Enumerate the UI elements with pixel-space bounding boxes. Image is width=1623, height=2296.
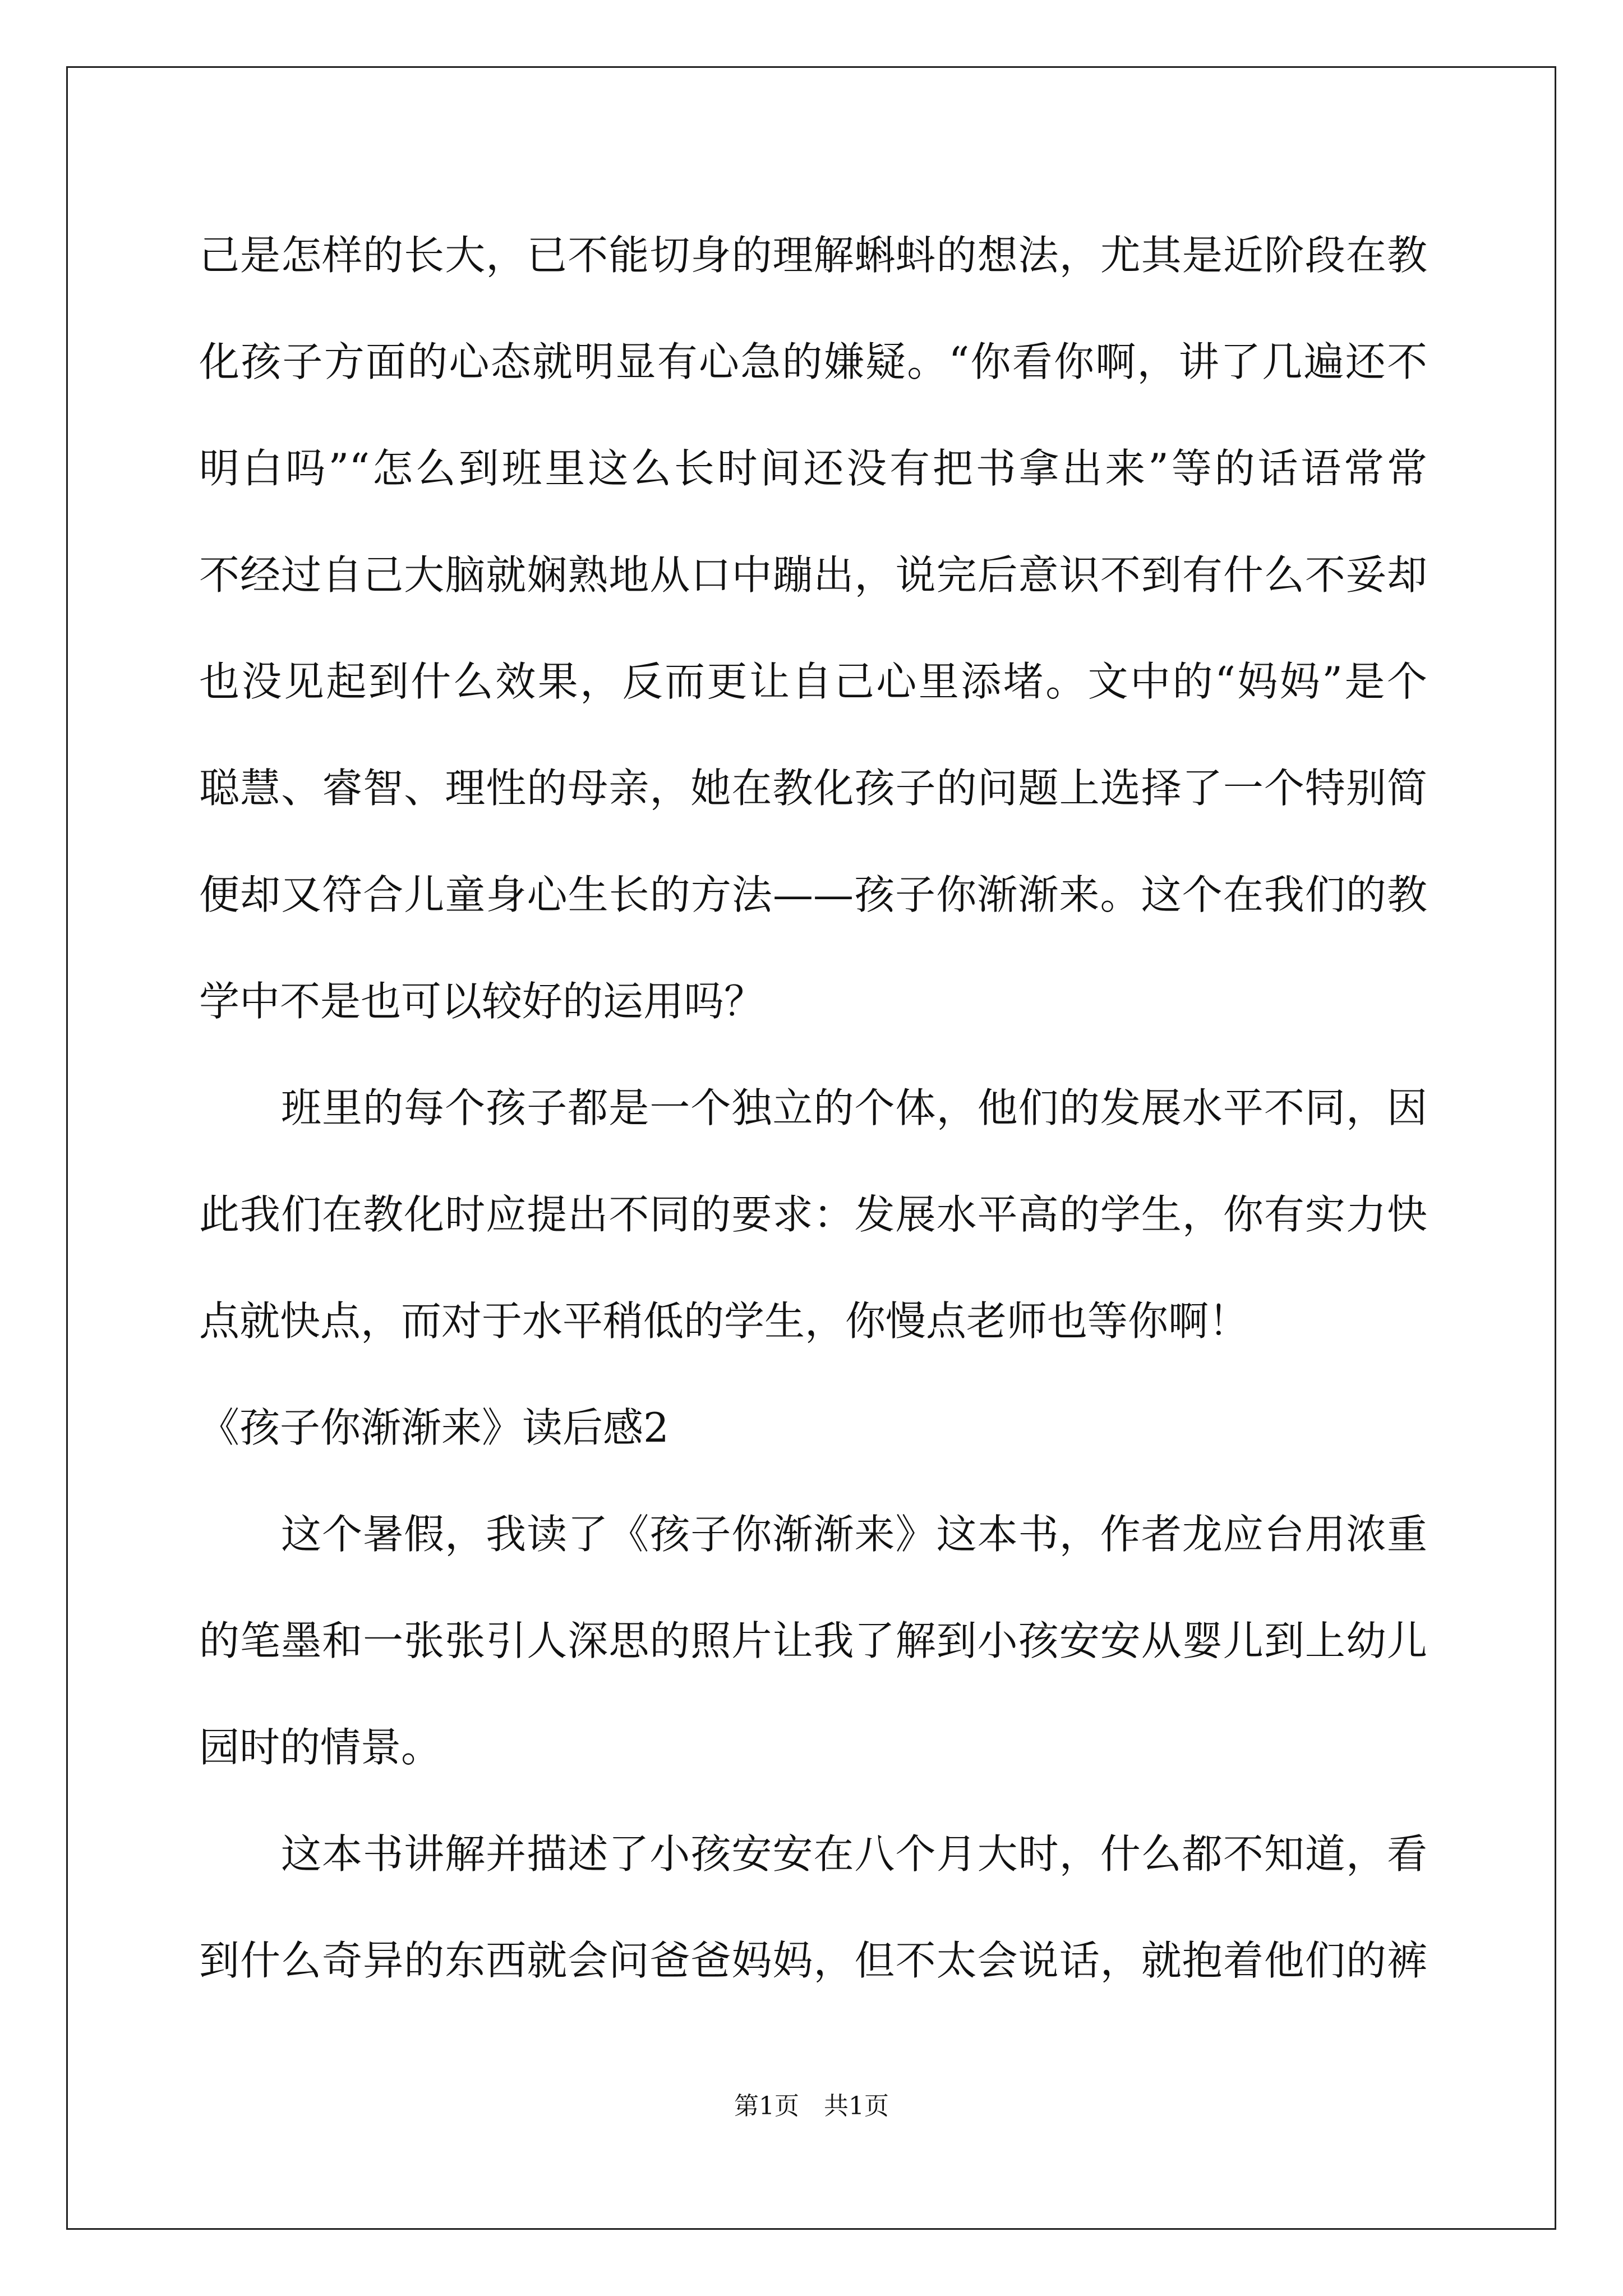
- section-heading: 《孩子你渐渐来》读后感2: [199, 1404, 669, 1451]
- text-line: 的笔墨和一张张引人深思的照片让我了解到小孩安安从婴儿到上幼儿: [199, 1617, 1427, 1664]
- text-line: 化孩子方面的心态就明显有心急的嫌疑。“你看你啊，讲了几遍还不: [199, 338, 1427, 385]
- text-line: 便却又符合儿童身心生长的方法——孩子你渐渐来。这个在我们的教: [199, 871, 1427, 918]
- text-line: 己是怎样的长大，已不能切身的理解蝌蚪的想法，尤其是近阶段在教: [199, 232, 1427, 279]
- page-footer: 第1页 共1页: [734, 2092, 889, 2120]
- text-line: 也没见起到什么效果，反而更让自己心里添堵。文中的“妈妈”是个: [199, 658, 1427, 705]
- text-line: 明白吗”“怎么到班里这么长时间还没有把书拿出来”等的话语常常: [199, 445, 1427, 492]
- paragraph-first-line: 这个暑假，我读了《孩子你渐渐来》这本书，作者龙应台用浓重: [281, 1511, 1427, 1558]
- document-body: [199, 202, 1427, 2014]
- text-line: 不经过自己大脑就娴熟地从口中蹦出，说完后意识不到有什么不妥却: [199, 551, 1427, 599]
- text-line: 园时的情景。: [199, 1724, 442, 1771]
- text-line: 聪慧、睿智、理性的母亲，她在教化孩子的问题上选择了一个特别简: [199, 765, 1427, 812]
- text-line: 点就快点，而对于水平稍低的学生，你慢点老师也等你啊！: [199, 1297, 1249, 1345]
- text-line: 此我们在教化时应提出不同的要求：发展水平高的学生，你有实力快: [199, 1191, 1427, 1238]
- paragraph-first-line: 这本书讲解并描述了小孩安安在八个月大时，什么都不知道，看: [281, 1830, 1427, 1878]
- text-line: 到什么奇异的东西就会问爸爸妈妈，但不太会说话，就抱着他们的裤: [199, 1937, 1427, 1984]
- text-line: 学中不是也可以较好的运用吗？: [199, 978, 765, 1025]
- paragraph-first-line: 班里的每个孩子都是一个独立的个体，他们的发展水平不同，因: [281, 1084, 1427, 1131]
